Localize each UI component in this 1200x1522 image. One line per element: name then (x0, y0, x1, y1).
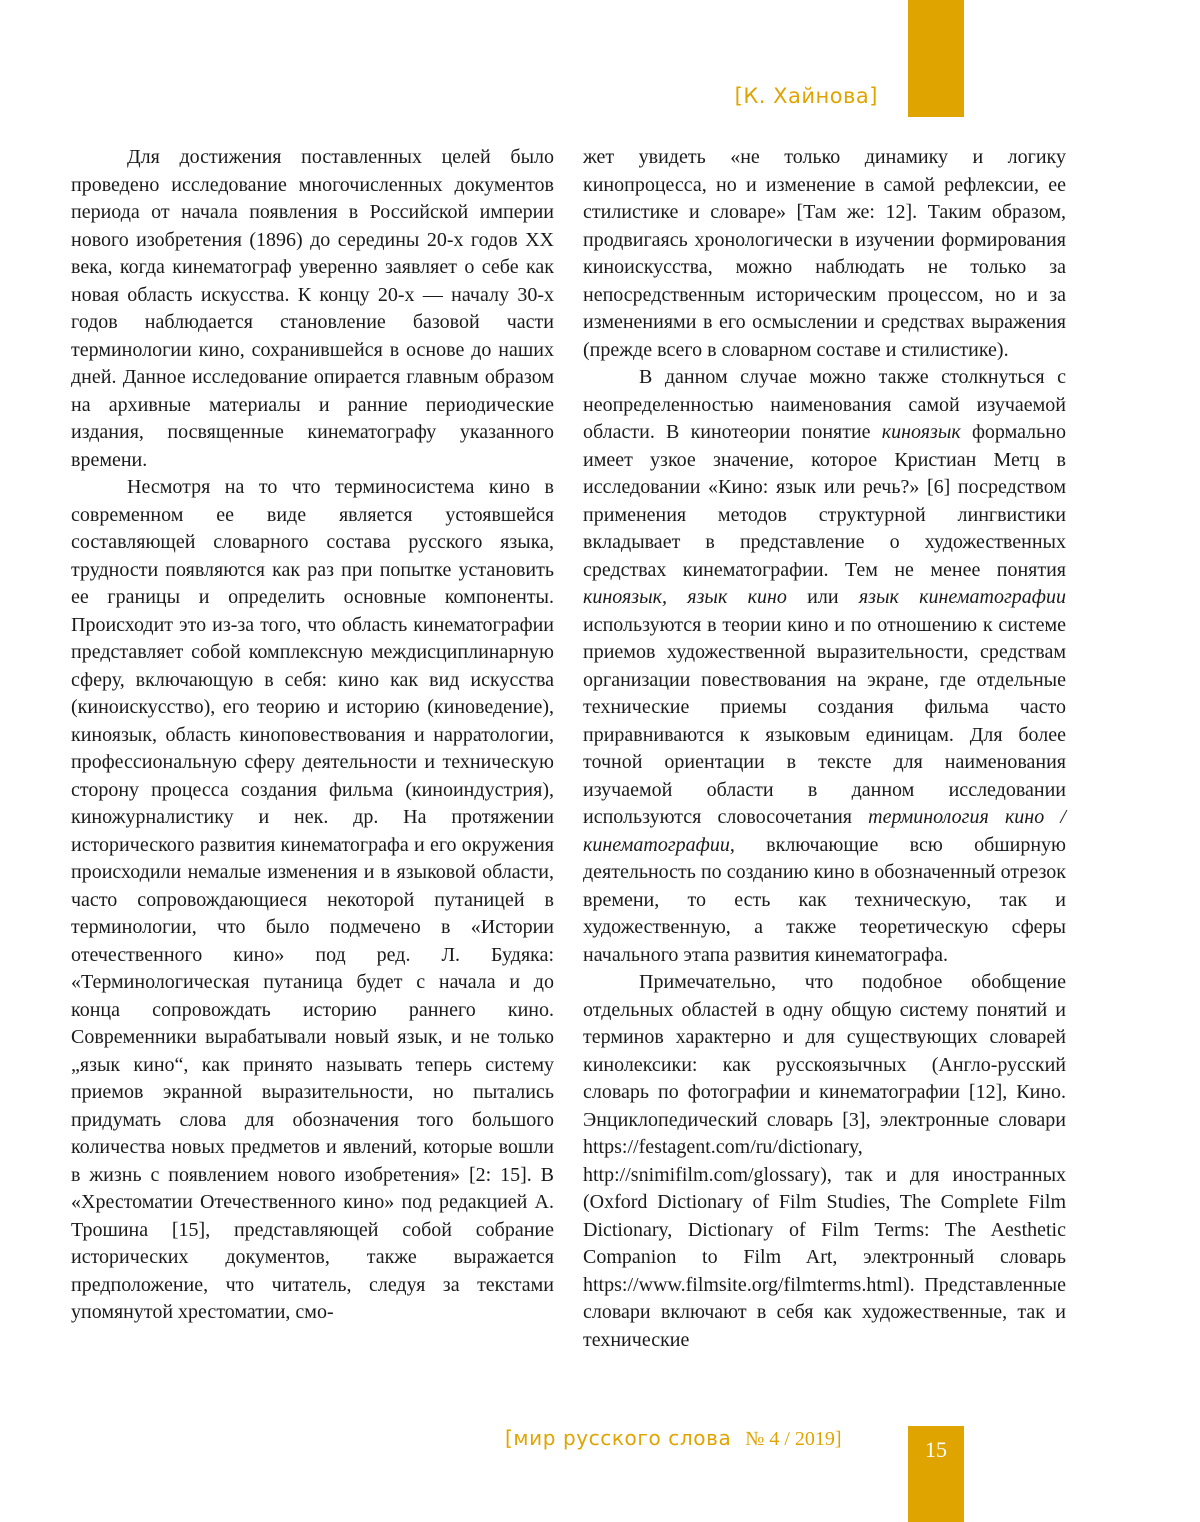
paragraph: Для достижения поставленных целей было проведено исследование многочисленных документов периода от начала появления в Российской империи нового изобретения (1896) до середины 20-х годов XX века, когда кинематограф уверенно заявляет о себе как новая область искусства. К концу 20-х — началу 30-х годов наблюдается становление базовой части терминологии кино, сохранившейся в основе до наших дней. Данное исследование опирается главным образом на архивные материалы и ранние периодические издания, посвященные кинематографу указанного времени. (71, 146, 554, 471)
term-italic: киноязык, язык кино (583, 586, 787, 608)
paragraph: Примечательно, что подобное обобщение отдельных областей в одну общую систему понятий и терминов характерно и для существующих словарей кинолексики: как русскоязычных (Англо-русский словарь по фотографии и кинематографии [12], Кино. Энциклопедический словарь [3], электронные словари https://festagent.com/ru/dictionary, http://snimifilm.com/glossary), так и для иностранных (Oxford Dictionary of Film Studies, The Complete Film Dictionary, Dictionary of Film Terms: The Aesthetic Companion to Film Art, электронный словарь https://www.filmsite.org/filmterms.html). Представленные словари включают в себя как художественные, так и технические (583, 971, 1066, 1351)
paragraph: В данном случае можно также столкнуться с неопределенностью наименования самой изучаемой области. В кинотеории понятие киноязык формально имеет узкое значение, которое Кристиан Метц в исследовании «Кино: язык или речь?» [6] посредством применения методов структурной лингвистики вкладывает в представление о художественных средствах кинематографии. Тем не менее понятия киноязык, язык кино или язык кинематографии используются в теории кино и по отношению к системе приемов художественной выразительности, средствам организации повествования на экране, где отдельные технические приемы создания фильма часто приравниваются к языковым единицам. Для более точной ориентации в тексте для наименования изучаемой области в данном исследовании используются словосочетания терминология кино / кинематографии, включающие всю обширную деятельность по созданию кино в обозначенный отрезок времени, то есть как техническую, так и художественную, а также теоретическую сферы начального этапа развития кинематографа. (583, 366, 1066, 966)
journal-issue: № 4 / 2019] (745, 1428, 842, 1450)
page-number: 15 (925, 1437, 947, 1462)
paragraph-continued: жет увидеть «не только динамику и логику кинопроцесса, но и изменение в самой рефлексии, ее стилистике и словаре» [Там же: 12]. Таким образом, продвигаясь хронологически в изучении формирования киноискусства, можно наблюдать не только за непосредственным историческим процессом, но и за изменениями в его осмыслении и средствах выражения (прежде всего в словарном составе и стилистике). (583, 146, 1066, 361)
term-italic: язык кинематографии (858, 586, 1066, 608)
right-column (583, 144, 1066, 1354)
paragraph: Несмотря на то что терминосистема кино в современном ее виде является устоявшейся составляющей словарного состава русского языка, трудности появляются как раз при попытке установить ее границы и определить основные компоненты. Происходит это из-за того, что область кинематографии представляет собой комплексную междисциплинарную сферу, включающую в себя: кино как вид искусства (киноискусство), его теорию и историю (киноведение), киноязык, область киноповествования и нарратологии, профессиональную сферу деятельности и техническую сторону процесса создания фильма (киноиндустрия), киножурналистику и нек. др. На протяжении исторического развития кинематографа и его окружения происходили немалые изменения и в языковой области, часто сопровождающиеся некоторой путаницей в терминологии, что было подмечено в «Истории отечественного кино» под ред. Л. Будяка: «Терминологическая путаница будет с начала и до конца сопровождать историю раннего кино. Современники вырабатывали новый язык, и не только „язык кино“, как принято называть теперь систему приемов экранной выразительности, но пытались придумать слова для обозначения того большого количества новых предметов и явлений, которые вошли в жизнь с появлением нового изобретения» [2: 15]. В «Хрестоматии Отечественного кино» под редакцией А. Трошина [15], представляющей собой собрание исторических документов, также выражается предположение, что читатель, следуя за текстами упомянутой хрестоматии, смо- (71, 476, 554, 1323)
term-italic: киноязык (881, 421, 961, 443)
term-italic: терминология кино / кинематографии (583, 806, 1066, 856)
journal-title (505, 1426, 877, 1451)
journal-name: [мир русского слова (505, 1426, 732, 1450)
author-name: [К. Хайнова] (734, 84, 878, 108)
left-column (71, 144, 554, 1327)
header-accent-bar (908, 0, 964, 117)
